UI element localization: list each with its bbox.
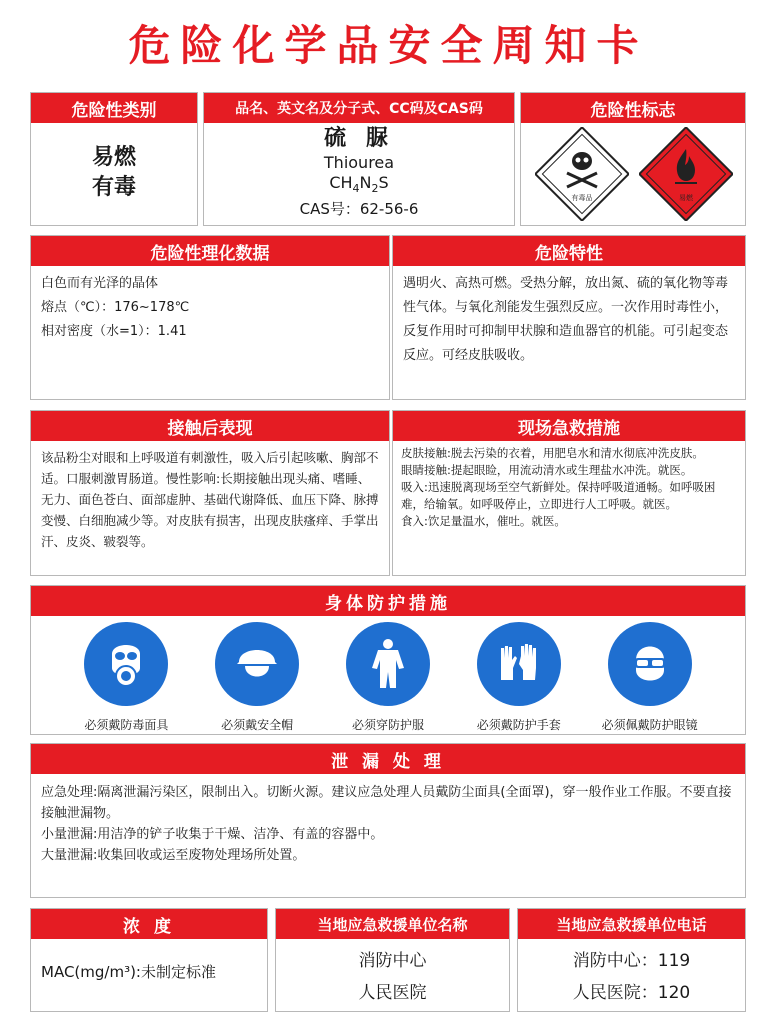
ppe-label: 必须戴安全帽 [221,718,294,732]
chemical-name-en: Thiourea [323,153,395,172]
first-aid-line: 吸入:迅速脱离现场至空气新鲜处。保持呼吸道通畅。如呼吸困难，给输氧。如呼吸停止，立即进行人工呼吸。就医。 [401,480,716,511]
emergency-unit-name: 人民医院 [358,983,427,1003]
leak-line: 应急处理:隔离泄漏污染区，限制出入。切断火源。建议应急处理人员戴防尘面具(全面罩)，穿一般作业工作服。不要直接接触泄漏物。 [41,785,732,821]
flammable-sign-label: 易燃 [679,194,693,202]
identity-header: 品名、英文名及分子式、CC码及CAS码 [204,93,514,123]
leak-line: 小量泄漏:用洁净的铲子收集于干燥、洁净、有盖的容器中。 [41,827,384,842]
ppe-item [61,622,191,733]
ppe-item [192,622,322,733]
physchem-line: 熔点（℃）：176~178℃ [41,300,190,315]
safety-helmet-icon [215,622,299,706]
hazard-category-line: 有毒 [91,175,136,200]
concentration-panel [30,908,268,1012]
concentration-value: MAC(mg/m³):未制定标准 [41,963,216,981]
exposure-text: 该品粉尘对眼和上呼吸道有刺激性，吸入后引起咳嗽、胸部不适。口服刺激胃肠道。慢性影响:长期接触出现头痛、嗜睡、无力、面色苍白、面部虚肿、基础代谢降低、血压下降、脉搏变慢、白细胞减少等。对皮肤有损害，出现皮肤瘙痒、手掌出汗、皮炎、皲裂等。 [41,450,379,549]
first-aid-line: 食入:饮足量温水，催吐。就医。 [401,514,566,528]
safety-goggles-icon [608,622,692,706]
exposure-header: 接触后表现 [31,411,389,441]
emergency-units-panel [275,908,510,1012]
toxic-sign-label: 有毒品 [571,194,593,202]
first-aid-panel [392,410,746,576]
toxic-sign [535,127,629,221]
hazard-signs-header: 危险性标志 [521,93,745,123]
protective-gloves-icon [477,622,561,706]
ppe-item [585,622,715,733]
leak-header: 泄 漏 处 理 [31,744,745,774]
page-title: 危险化学品安全周知卡 [128,21,649,70]
emergency-phones-header: 当地应急救援单位电话 [518,909,745,939]
first-aid-line: 皮肤接触:脱去污染的衣着，用肥皂水和清水彻底冲洗皮肤。 [401,446,704,460]
hazard-category-panel [30,92,198,226]
physchem-panel [30,235,390,400]
ppe-label: 必须戴防毒面具 [84,718,169,732]
hazard-props-text: 遇明火、高热可燃。受热分解，放出氮、硫的氧化物等毒性气体。与氧化剂能发生强烈反应。一次作用时毒性小，反复作用时可抑制甲状腺和造血器官的机能。可引起变态反应。可经皮肤吸收。 [403,276,729,363]
ppe-item [323,622,453,733]
concentration-header: 浓 度 [31,909,267,939]
gas-mask-icon [84,622,168,706]
protection-panel [30,585,746,735]
hazard-category-line: 易燃 [91,145,136,170]
protective-suit-icon [346,622,430,706]
emergency-phones-panel [517,908,746,1012]
hazard-props-header: 危险特性 [393,236,745,266]
leak-panel [30,743,746,898]
physchem-header: 危险性理化数据 [31,236,389,266]
emergency-phone: 人民医院：120 [572,983,691,1003]
hazard-props-panel [392,235,746,400]
ppe-label: 必须穿防护服 [351,718,424,732]
ppe-label: 必须戴防护手套 [476,718,561,732]
cas-number: CAS号：62-56-6 [299,200,419,219]
hazard-signs-panel [520,92,746,226]
identity-panel [203,92,515,226]
ppe-label: 必须佩戴防护眼镜 [601,718,698,732]
first-aid-header: 现场急救措施 [393,411,745,441]
flammable-sign [639,127,733,221]
emergency-phone: 消防中心：119 [572,951,691,971]
protection-header: 身体防护措施 [31,586,745,616]
molecular-formula: $CH_4N_2S$ [329,173,389,196]
leak-line: 大量泄漏:收集回收或运至废物处理场所处置。 [41,848,306,863]
physchem-line: 白色而有光泽的晶体 [41,276,159,291]
physchem-line: 相对密度（水=1）：1.41 [41,324,187,339]
exposure-panel [30,410,390,576]
emergency-unit-name: 消防中心 [358,951,427,971]
ppe-item [454,622,584,733]
hazard-category-header: 危险性类别 [31,93,197,123]
emergency-units-header: 当地应急救援单位名称 [276,909,509,939]
first-aid-line: 眼睛接触:提起眼睑，用流动清水或生理盐水冲洗。就医。 [401,463,693,477]
chemical-name-zh: 硫 脲 [324,126,394,151]
